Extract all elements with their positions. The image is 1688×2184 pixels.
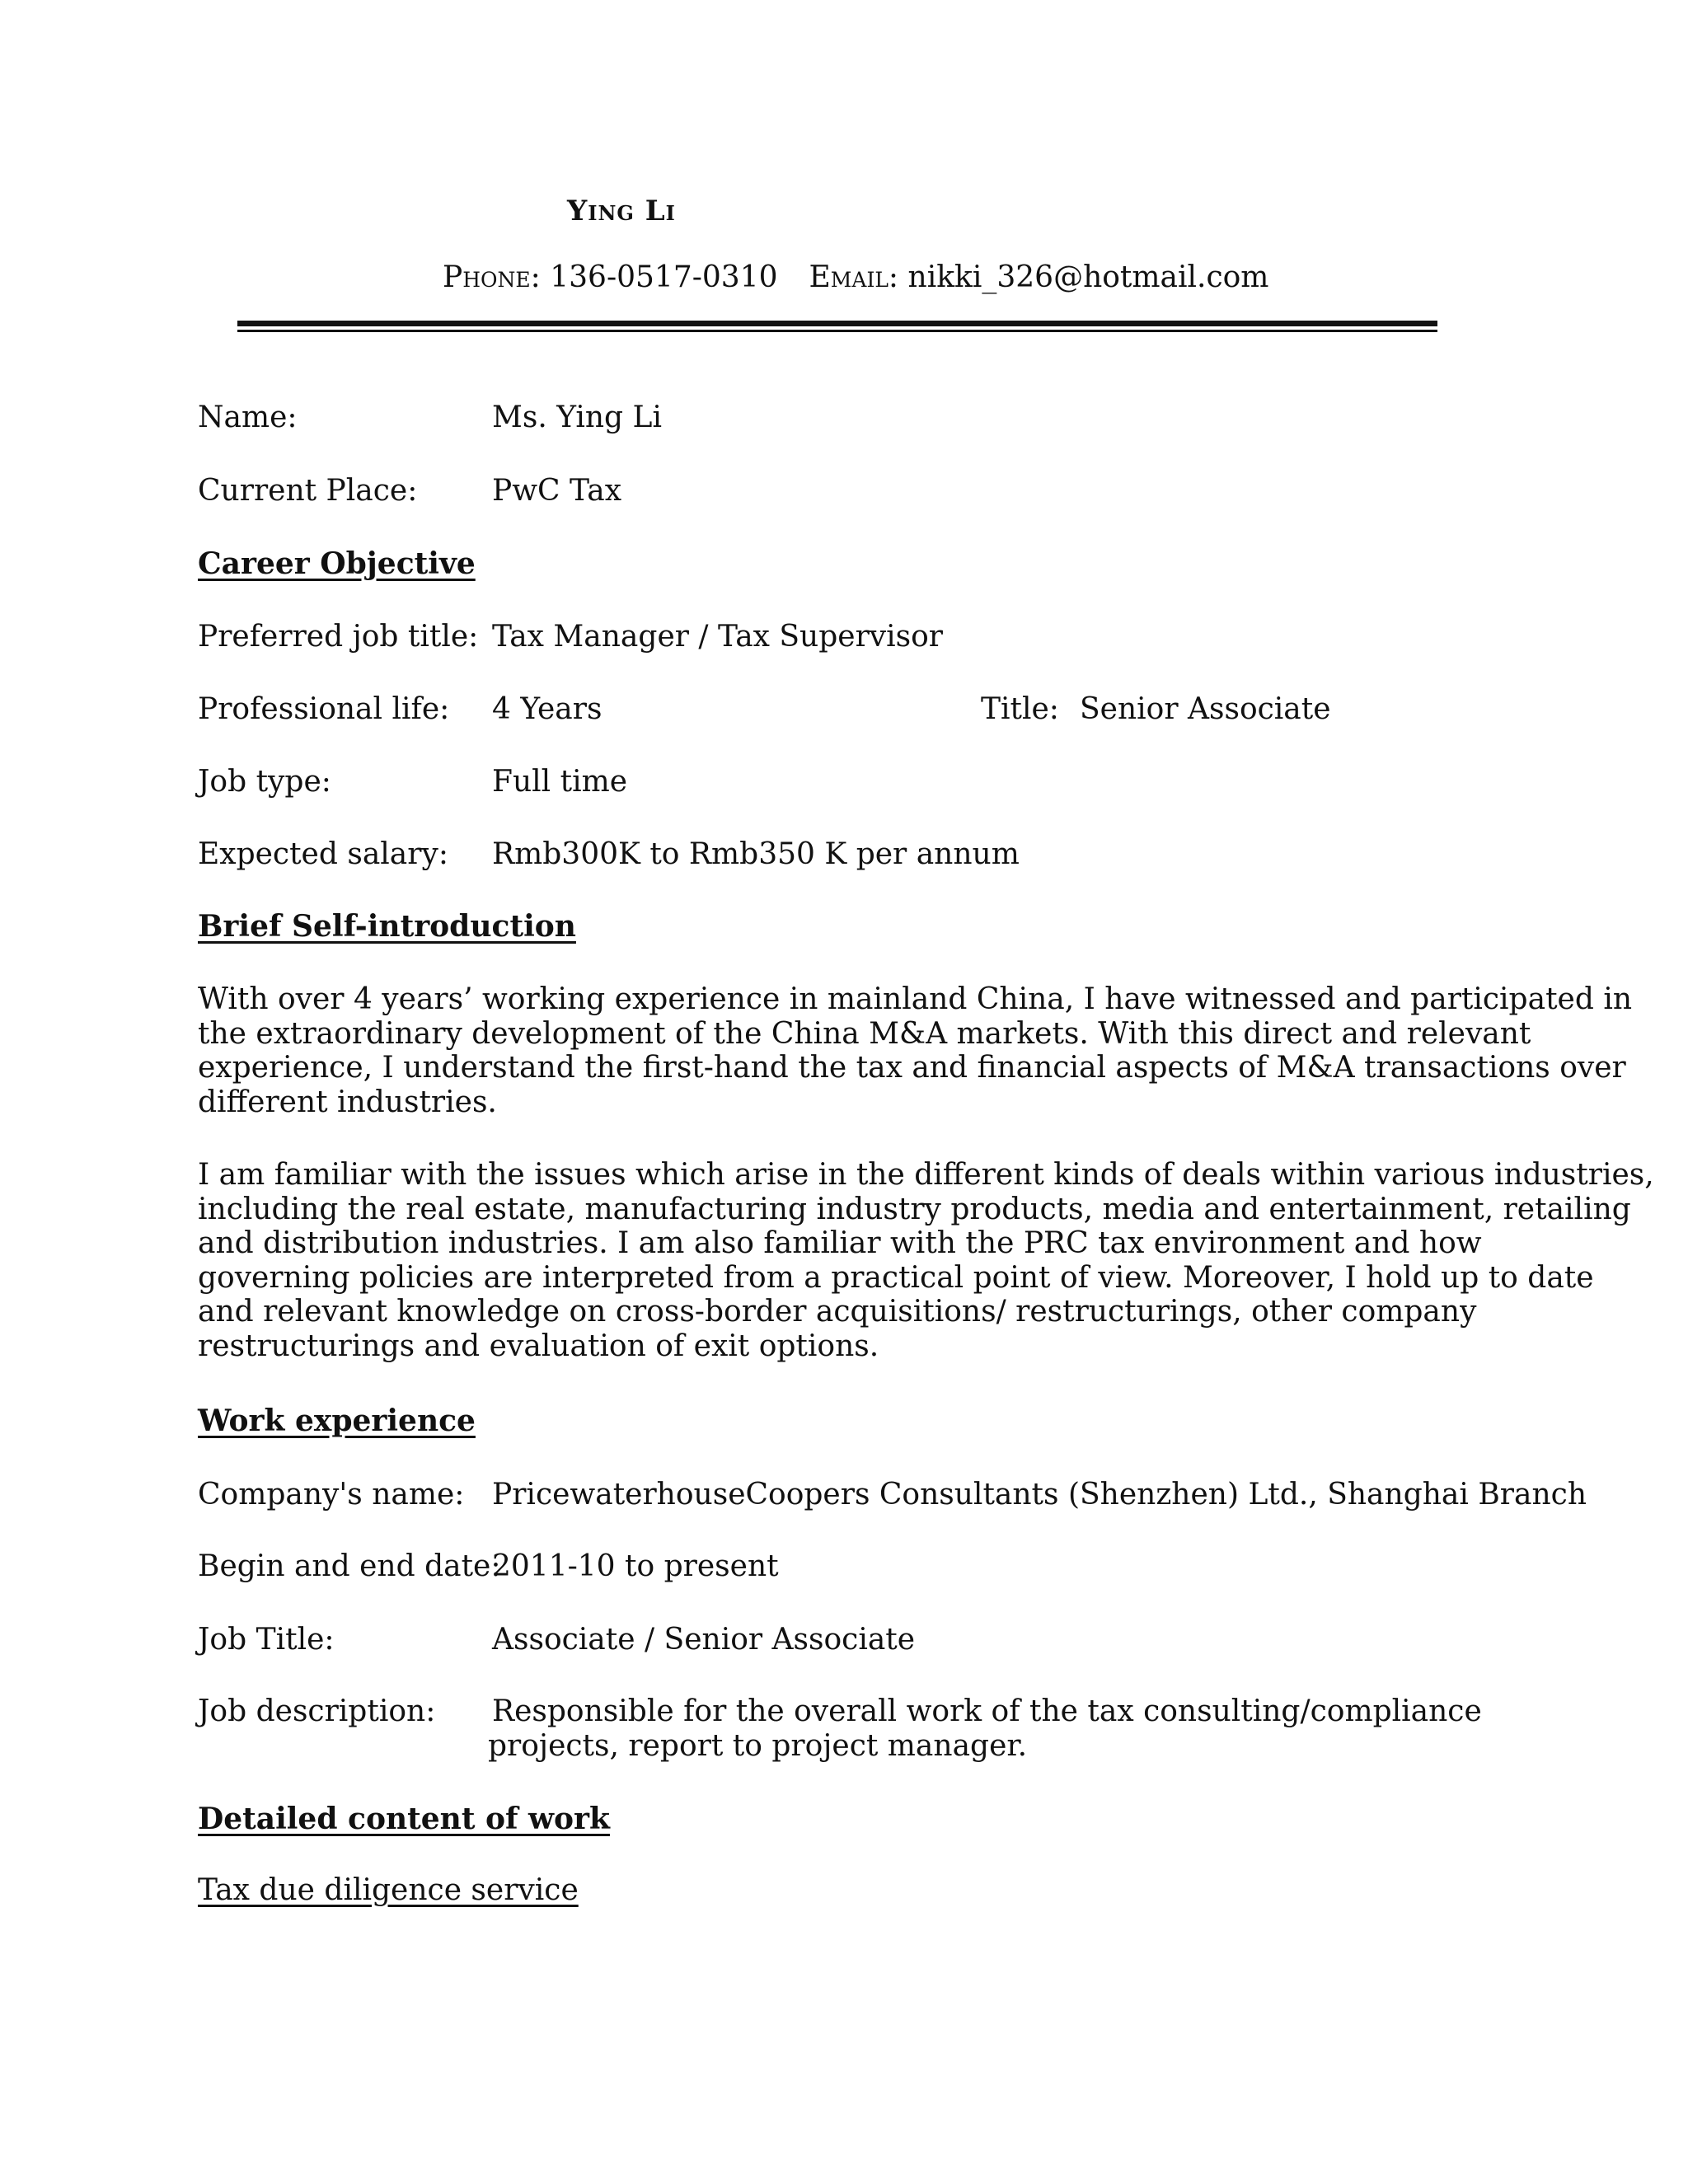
dates-label: Begin and end date:	[198, 1549, 501, 1583]
email-label: Email:	[809, 260, 899, 294]
paragraph-line: the extraordinary development of the China M&A markets. With this direct and relevant	[198, 1016, 1531, 1051]
title-label: Title:	[981, 692, 1059, 726]
job-description-line-1: Responsible for the overall work of the tax consulting/compliance	[492, 1694, 1482, 1728]
paragraph-line: I am familiar with the issues which arise in the different kinds of deals within various industries,	[198, 1158, 1654, 1192]
header-divider-thin	[237, 330, 1437, 332]
email-value: nikki_326@hotmail.com	[907, 260, 1269, 294]
current-place-label: Current Place:	[198, 474, 418, 508]
name-label: Name:	[198, 401, 298, 434]
phone-label: Phone:	[443, 260, 541, 294]
expected-salary-label: Expected salary:	[198, 837, 448, 871]
career-objective-heading: Career Objective	[198, 546, 476, 581]
self-intro-heading: Brief Self-introduction	[198, 909, 576, 944]
contact-line	[443, 260, 1268, 294]
professional-life-value: 4 Years	[492, 692, 603, 726]
job-type-value: Full time	[492, 765, 628, 799]
self-intro-paragraph-2	[198, 1158, 1654, 1363]
phone-value: 136-0517-0310	[550, 260, 778, 294]
paragraph-line: including the real estate, manufacturing industry products, media and entertainment, retailing	[198, 1192, 1631, 1226]
company-name-label: Company's name:	[198, 1478, 465, 1511]
paragraph-line: With over 4 years’ working experience in mainland China, I have witnessed and participated in	[198, 982, 1633, 1016]
expected-salary-value: Rmb300K to Rmb350 K per annum	[492, 837, 1020, 871]
paragraph-line: restructurings and evaluation of exit options.	[198, 1329, 879, 1363]
preferred-title-label: Preferred job title:	[198, 620, 479, 654]
header-divider-thick	[237, 321, 1437, 326]
paragraph-line: governing policies are interpreted from a practical point of view. Moreover, I hold up to date	[198, 1260, 1594, 1295]
job-title-value: Associate / Senior Associate	[492, 1623, 916, 1657]
preferred-title-value: Tax Manager / Tax Supervisor	[492, 620, 944, 654]
title-value: Senior Associate	[1080, 692, 1331, 726]
professional-life-label: Professional life:	[198, 692, 450, 726]
job-description-line-2: projects, report to project manager.	[488, 1729, 1028, 1763]
tax-due-diligence-subheading: Tax due diligence service	[198, 1873, 579, 1907]
current-place-value: PwC Tax	[492, 474, 622, 508]
dates-value: 2011-10 to present	[492, 1549, 779, 1583]
job-type-label: Job type:	[198, 765, 331, 799]
resume-name-title: Ying Li	[567, 194, 676, 227]
paragraph-line: and relevant knowledge on cross-border acquisitions/ restructurings, other company	[198, 1295, 1477, 1329]
detailed-content-heading: Detailed content of work	[198, 1802, 610, 1836]
paragraph-line: experience, I understand the first-hand the tax and financial aspects of M&A transactions over	[198, 1051, 1626, 1085]
job-title-label: Job Title:	[198, 1623, 335, 1657]
paragraph-line: and distribution industries. I am also familiar with the PRC tax environment and how	[198, 1226, 1482, 1260]
name-value: Ms. Ying Li	[492, 401, 662, 434]
work-experience-heading: Work experience	[198, 1404, 476, 1438]
company-name-value: PricewaterhouseCoopers Consultants (Shenzhen) Ltd., Shanghai Branch	[492, 1478, 1587, 1511]
paragraph-line: different industries.	[198, 1085, 497, 1119]
self-intro-paragraph-1	[198, 982, 1633, 1119]
job-description-label: Job description:	[198, 1694, 436, 1728]
